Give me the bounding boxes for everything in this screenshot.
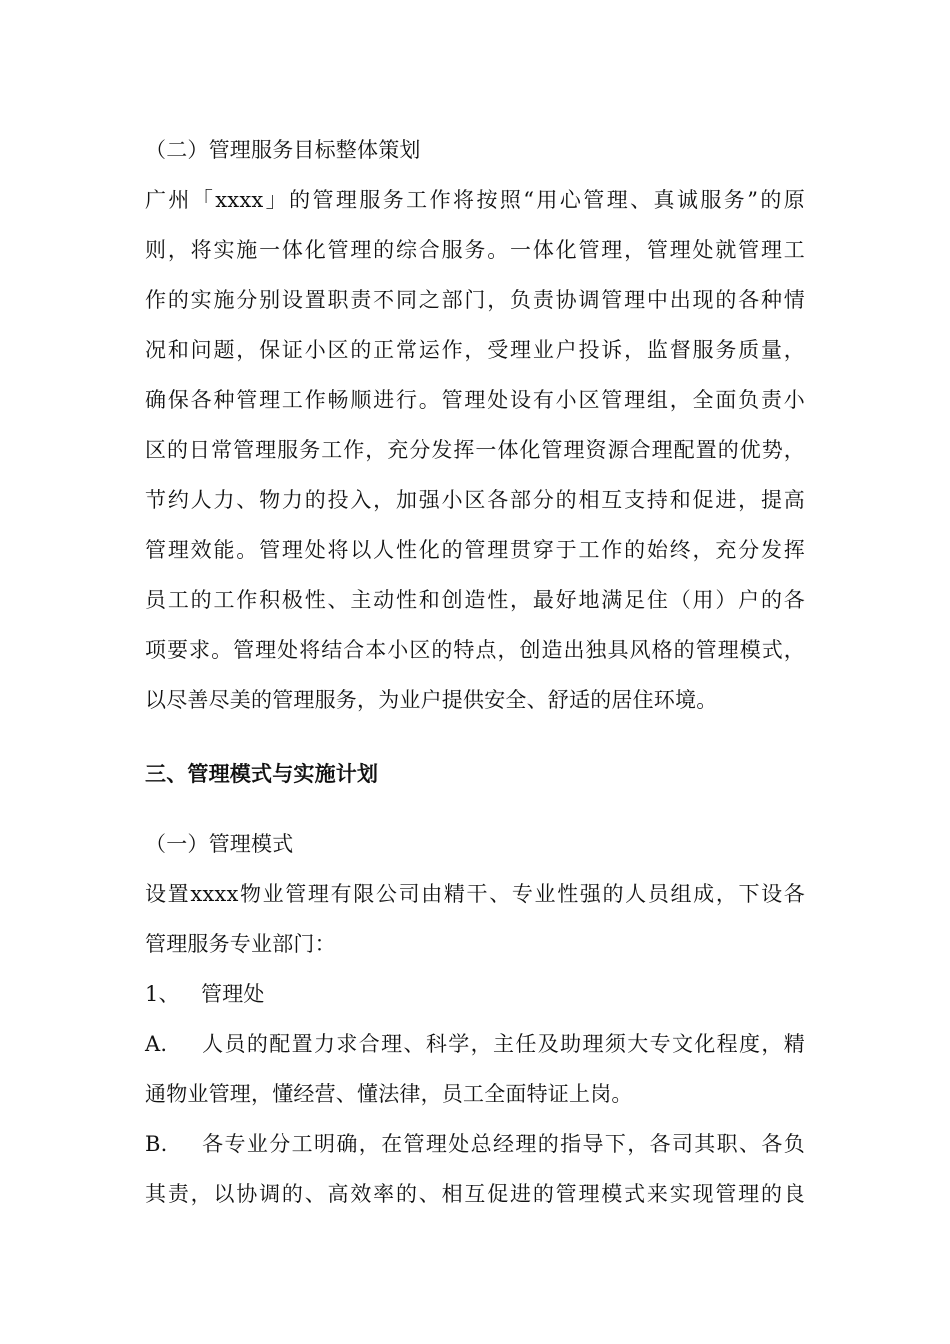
paragraph-line: 管理效能。管理处将以人性化的管理贯穿于工作的始终，充分发挥 xyxy=(145,538,805,562)
list-item-text: 各专业分工明确，在管理处总经理的指导下，各司其职、各负 xyxy=(201,1132,805,1156)
paragraph-line xyxy=(145,1130,805,1158)
paragraph-line: 通物业管理，懂经营、懂法律，员工全面特证上岗。 xyxy=(145,1082,633,1106)
paragraph-line: 管理服务专业部门： xyxy=(145,932,336,956)
paragraph-line: 设置xxxx物业管理有限公司由精干、专业性强的人员组成，下设各 xyxy=(145,882,805,906)
list-item-1 xyxy=(145,980,265,1008)
paragraph-line: 项要求。管理处将结合本小区的特点，创造出独具风格的管理模式， xyxy=(145,638,805,662)
list-item-text: 人员的配置力求合理、科学，主任及助理须大专文化程度，精 xyxy=(201,1032,805,1056)
list-item-label: A. xyxy=(145,1032,168,1056)
paragraph-line xyxy=(145,1030,805,1058)
paragraph-line: 其责，以协调的、高效率的、相互促进的管理模式来实现管理的良 xyxy=(145,1182,805,1206)
section-subheading: （二）管理服务目标整体策划 xyxy=(145,138,421,162)
paragraph-line: 作的实施分别设置职责不同之部门，负责协调管理中出现的各种情 xyxy=(145,288,805,312)
paragraph-line: 员工的工作积极性、主动性和创造性，最好地满足住（用）户的各 xyxy=(145,588,805,612)
paragraph-line: 广州「xxxx」的管理服务工作将按照“用心管理、真诚服务”的原 xyxy=(145,188,805,212)
paragraph-line: 节约人力、物力的投入，加强小区各部分的相互支持和促进，提高 xyxy=(145,488,805,512)
list-item-text: 管理处 xyxy=(201,982,265,1006)
paragraph-line: 以尽善尽美的管理服务，为业户提供安全、舒适的居住环境。 xyxy=(145,688,718,712)
paragraph-line: 况和问题，保证小区的正常运作，受理业户投诉，监督服务质量， xyxy=(145,338,805,362)
paragraph-line: 则，将实施一体化管理的综合服务。一体化管理，管理处就管理工 xyxy=(145,238,805,262)
section-subheading: （一）管理模式 xyxy=(145,832,294,856)
paragraph-line: 区的日常管理服务工作，充分发挥一体化管理资源合理配置的优势， xyxy=(145,438,805,462)
list-item-label: B. xyxy=(145,1132,168,1156)
list-item-label: 1、 xyxy=(145,982,180,1006)
paragraph-line: 确保各种管理工作畅顺进行。管理处设有小区管理组，全面负责小 xyxy=(145,388,805,412)
section-heading: 三、管理模式与实施计划 xyxy=(145,762,379,786)
